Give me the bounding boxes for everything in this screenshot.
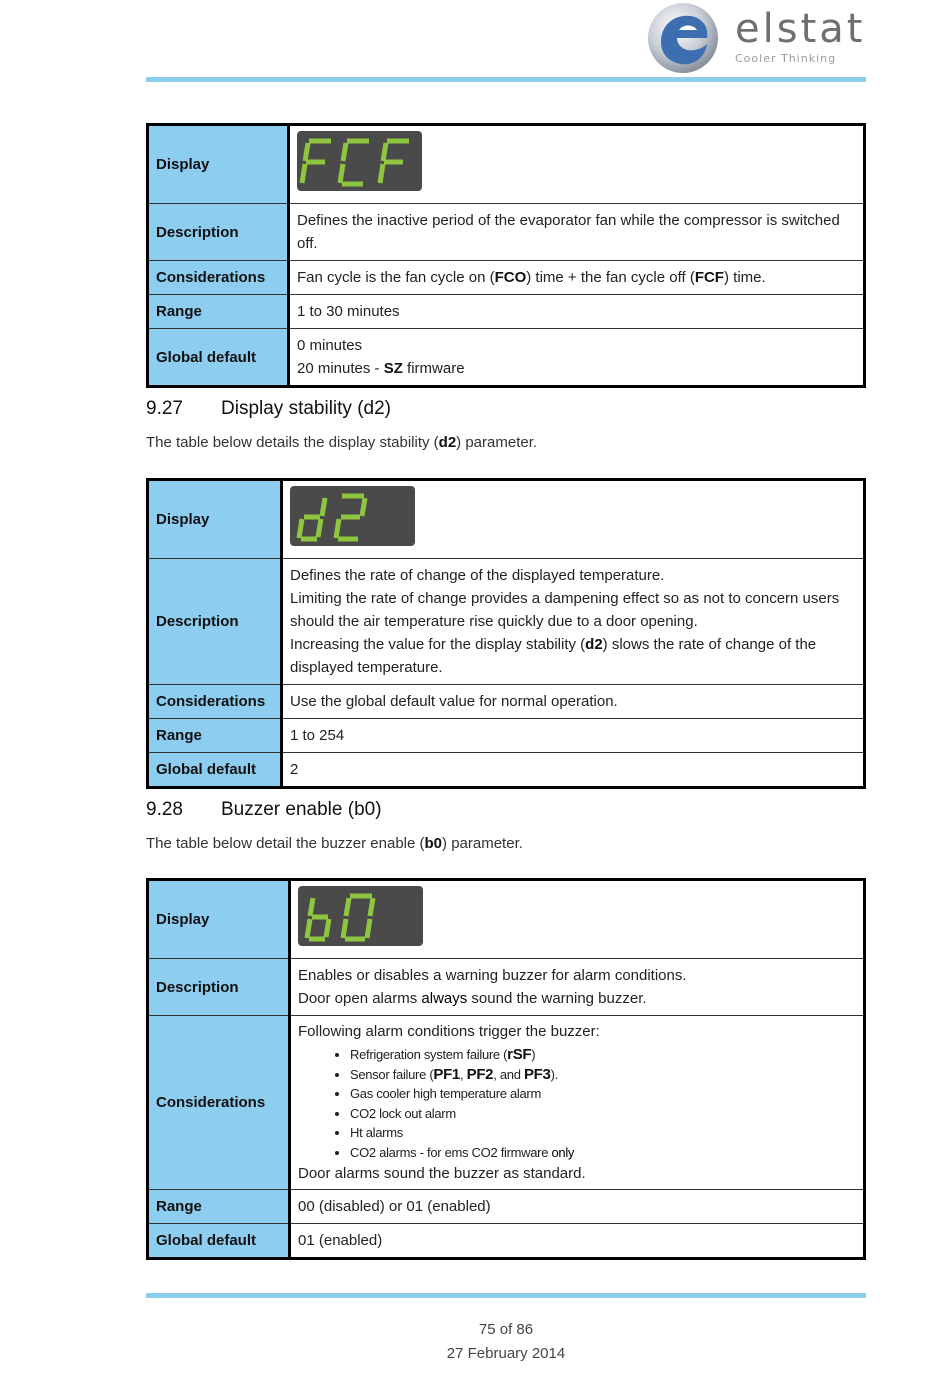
page-number: 75 of 86 — [478, 1321, 534, 1338]
sz-code: SZ — [383, 360, 403, 377]
elstat-logo-icon — [647, 2, 719, 74]
description-value: Enables or disables a warning buzzer for alarm conditions. Door open alarms always sound the warning buzzer. — [290, 959, 865, 1016]
range-value: 1 to 254 — [282, 719, 865, 753]
considerations-label: Considerations — [148, 1016, 290, 1190]
section-heading-9-27: 9.27 Display stability (d2) — [146, 398, 391, 419]
lcd-segments-fcf — [302, 141, 409, 184]
considerations-label: Considerations — [148, 685, 282, 719]
range-value: 00 (disabled) or 01 (enabled) — [290, 1190, 865, 1224]
brand-tagline: Cooler Thinking — [735, 52, 837, 65]
always-emphasis: always — [421, 990, 468, 1007]
header-rule — [146, 77, 866, 82]
list-item: • Refrigeration system failure (rSF) — [350, 1045, 856, 1065]
lcd-display-b0 — [298, 886, 423, 946]
list-item: • CO2 alarms - for ems CO2 firmware only — [350, 1143, 856, 1163]
d2-code: d2 — [585, 636, 603, 653]
description-value: Defines the inactive period of the evaporator fan while the compressor is switched off. — [289, 204, 865, 261]
lcd-display-fcf — [297, 131, 422, 191]
list-item: • Ht alarms — [350, 1123, 856, 1143]
display-label: Display — [148, 880, 290, 959]
section-intro-9-28: The table below detail the buzzer enable (b0) parameter. — [146, 835, 523, 852]
display-cell — [289, 125, 865, 204]
footer-rule — [146, 1293, 866, 1298]
description-label: Description — [148, 559, 282, 685]
brand-name: elstat — [735, 6, 866, 52]
fcf-parameter-table — [146, 123, 866, 388]
list-item: • Sensor failure (PF1, PF2, and PF3). — [350, 1065, 856, 1085]
display-cell — [282, 480, 865, 559]
considerations-value: Use the global default value for normal operation. — [282, 685, 865, 719]
description-label: Description — [148, 959, 290, 1016]
display-cell — [290, 880, 865, 959]
range-label: Range — [148, 719, 282, 753]
section-intro-9-27: The table below details the display stability (d2) parameter. — [146, 434, 538, 451]
display-label: Display — [148, 125, 289, 204]
range-label: Range — [148, 295, 289, 329]
elstat-logo — [647, 2, 872, 74]
global-default-value: 0 minutes 20 minutes - SZ firmware — [289, 329, 865, 387]
lcd-display-d2 — [290, 486, 415, 546]
considerations-value: Following alarm conditions trigger the buzzer: • Refrigeration system failure (rSF) • Sensor failure (PF1, PF2, and PF3). • Gas cooler high temperature alarm • CO2 lock out alarm • Ht alarms • CO2 alarms - for ems CO2 firmware only Door alarms sound the buzzer as standard. — [290, 1016, 865, 1190]
description-value: Defines the rate of change of the displayed temperature. Limiting the rate of change provides a dampening effect so as not to concern users should the air temperature rise quickly due to a door opening. Increasing the value for the display stability (d2) slows the rate of change of the displayed temperature. — [282, 559, 865, 685]
global-default-label: Global default — [148, 329, 289, 387]
range-label: Range — [148, 1190, 290, 1224]
global-default-label: Global default — [148, 753, 282, 788]
lcd-segments-d2 — [299, 496, 365, 539]
rsf-code: rSF — [507, 1046, 532, 1063]
footer-date: 27 February 2014 — [446, 1345, 566, 1362]
considerations-value: Fan cycle is the fan cycle on (FCO) time + the fan cycle off (FCF) time. — [289, 261, 865, 295]
d2-parameter-table — [146, 478, 866, 789]
fcf-code: FCF — [694, 269, 724, 286]
considerations-label: Considerations — [148, 261, 289, 295]
global-default-label: Global default — [148, 1224, 290, 1259]
list-item: • CO2 lock out alarm — [350, 1104, 856, 1124]
page-footer — [146, 1318, 866, 1366]
global-default-value: 01 (enabled) — [290, 1224, 865, 1259]
global-default-value: 2 — [282, 753, 865, 788]
range-value: 1 to 30 minutes — [289, 295, 865, 329]
b0-parameter-table — [146, 878, 866, 1260]
description-label: Description — [148, 204, 289, 261]
fco-code: FCO — [494, 269, 527, 286]
list-item: • Gas cooler high temperature alarm — [350, 1084, 856, 1104]
alarm-conditions-list — [298, 1045, 856, 1162]
lcd-segments-b0 — [307, 896, 373, 939]
display-label: Display — [148, 480, 282, 559]
section-heading-9-28: 9.28 Buzzer enable (b0) — [146, 799, 382, 820]
